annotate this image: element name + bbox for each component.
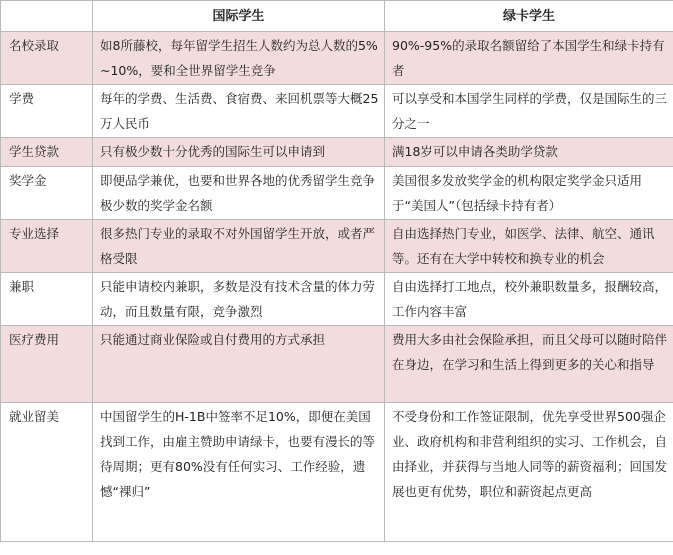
row-label: 医疗费用 [1, 326, 93, 403]
row-major-choice [1, 220, 673, 273]
green-card-cell: 自由选择热门专业，如医学、法律、航空、通讯等。还有在大学中转校和换专业的机会 [385, 220, 673, 273]
row-scholarship [1, 167, 673, 220]
row-part-time-job [1, 273, 673, 326]
green-card-cell: 不受身份和工作签证限制，优先享受世界500强企业、政府机构和非营利组织的实习、工作机会，自由择业，并获得与当地人同等的薪资福利；回国发展也更有优势，职位和薪资起点更高 [385, 403, 673, 542]
row-label: 专业选择 [1, 220, 93, 273]
intl-cell: 很多热门专业的录取不对外国留学生开放，或者严格受限 [93, 220, 385, 273]
green-card-cell: 美国很多发放奖学金的机构限定奖学金只适用于“美国人”（包括绿卡持有者） [385, 167, 673, 220]
row-student-loans [1, 138, 673, 167]
header-international-students: 国际学生 [93, 1, 385, 32]
row-medical-costs [1, 326, 673, 403]
header-green-card-students: 绿卡学生 [385, 1, 673, 32]
green-card-cell: 费用大多由社会保险承担，而且父母可以随时陪伴在身边，在学习和生活上得到更多的关心和指导 [385, 326, 673, 403]
green-card-cell: 90%-95%的录取名额留给了本国学生和绿卡持有者 [385, 32, 673, 85]
green-card-cell: 自由选择打工地点，校外兼职数量多，报酬较高，工作内容丰富 [385, 273, 673, 326]
intl-cell: 每年的学费、生活费、食宿费、来回机票等大概25万人民币 [93, 85, 385, 138]
row-label: 学生贷款 [1, 138, 93, 167]
row-label: 就业留美 [1, 403, 93, 542]
intl-cell: 如8所藤校，每年留学生招生人数约为总人数的5%~10%，要和全世界留学生竞争 [93, 32, 385, 85]
intl-cell: 只能通过商业保险或自付费用的方式承担 [93, 326, 385, 403]
row-tuition [1, 85, 673, 138]
row-label: 兼职 [1, 273, 93, 326]
green-card-cell: 可以享受和本国学生同样的学费，仅是国际生的三分之一 [385, 85, 673, 138]
intl-cell: 只有极少数十分优秀的国际生可以申请到 [93, 138, 385, 167]
row-admission [1, 32, 673, 85]
header-row [1, 1, 673, 32]
intl-cell: 只能申请校内兼职，多数是没有技术含量的体力劳动，而且数量有限，竞争激烈 [93, 273, 385, 326]
row-label: 奖学金 [1, 167, 93, 220]
intl-cell: 即便品学兼优，也要和世界各地的优秀留学生竞争极少数的奖学金名额 [93, 167, 385, 220]
header-empty-cell [1, 1, 93, 32]
row-label: 名校录取 [1, 32, 93, 85]
row-employment [1, 403, 673, 542]
green-card-cell: 满18岁可以申请各类助学贷款 [385, 138, 673, 167]
intl-cell: 中国留学生的H-1B中签率不足10%，即便在美国找到工作，由雇主赞助申请绿卡，也要有漫长的等待周期；更有80%没有任何实习、工作经验，遗憾“裸归” [93, 403, 385, 542]
row-label: 学费 [1, 85, 93, 138]
